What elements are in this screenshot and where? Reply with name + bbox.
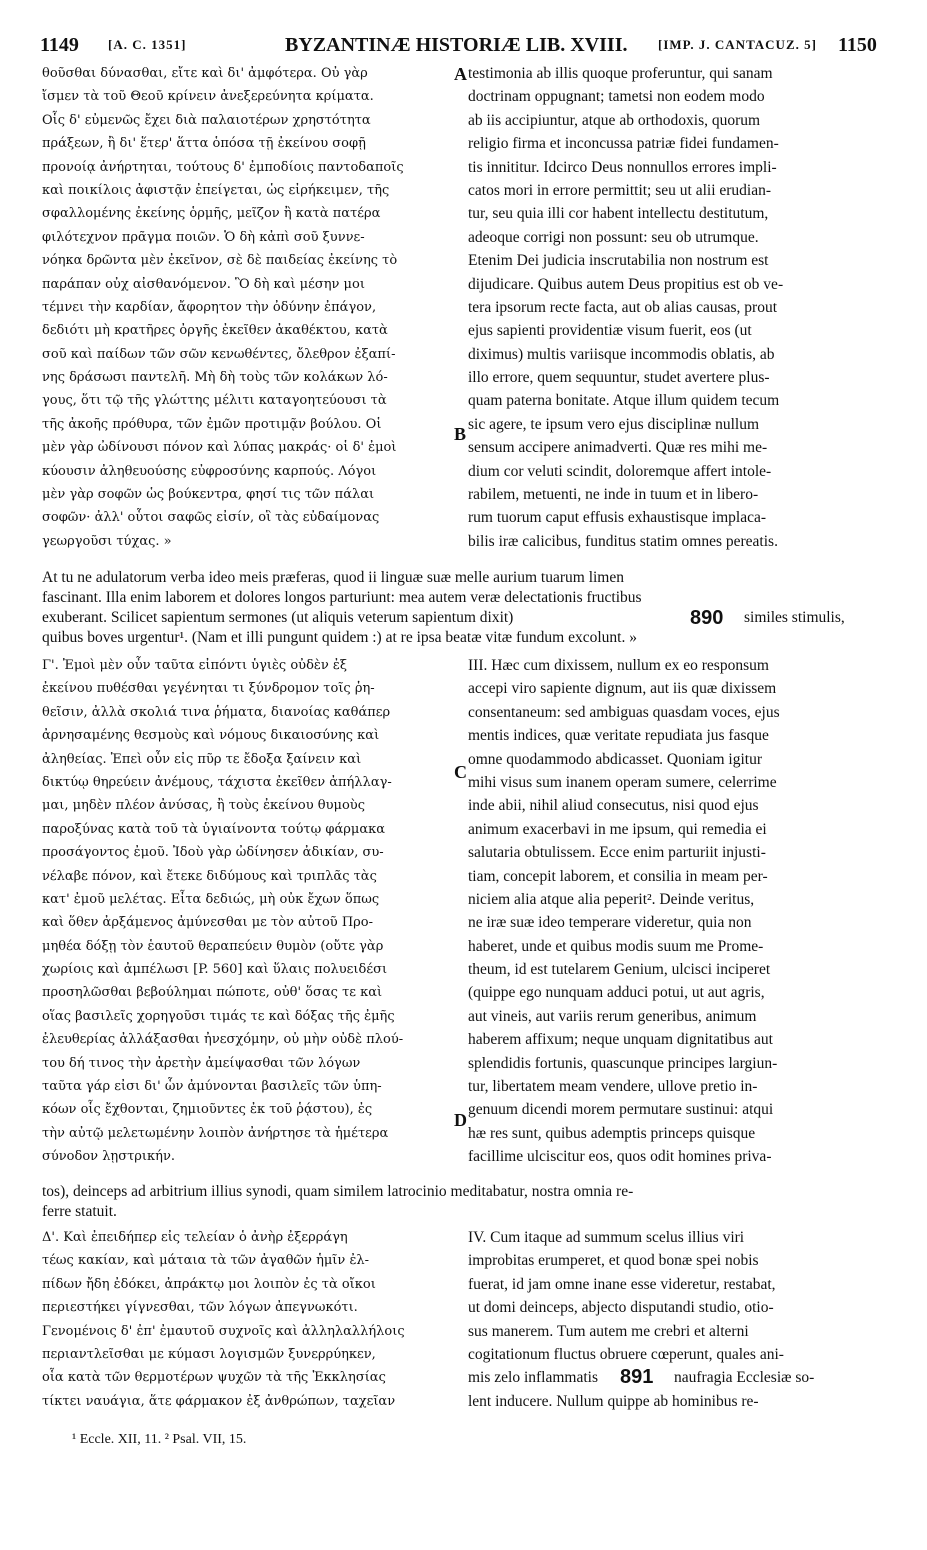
margin-letter-c: C — [454, 762, 467, 782]
greek-line: προσάγοντος ἐμοῦ. Ἰδοὺ γὰρ ὠδίνησεν ἀδικίαν, συ- — [42, 845, 384, 861]
latin-line: splendidis fortunis, quascunque principes largiun- — [468, 1054, 778, 1072]
greek-line: γους, ὅτι τῷ τῆς γλώττης μέλιτι καταγοητεύουσι τὰ — [42, 393, 387, 409]
greek-line: περιαντλεῖσθαι με κύμασι λογισμῶν ξυνερρύηκεν, — [42, 1346, 376, 1362]
greek-line: τέμνει τὴν καρδίαν, ἄφορητον τὴν ὀδύνην ἐπάγον, — [42, 299, 377, 315]
greek-line: ἐλευθερίας ἀλλάξασθαι ἠνεσχόμην, οὐ μὴν οὐδὲ πλού- — [42, 1032, 404, 1048]
latin-line: haberem affixum; neque unquam dignitatibus aut — [468, 1031, 773, 1049]
latin-line: facillime ulciscitur eos, quos odit homines priva- — [468, 1148, 772, 1166]
left-year-bracket: [A. C. 1351] — [108, 37, 187, 52]
page-marker-890: 890 — [690, 608, 724, 628]
latin-line: consentaneum: sed ambiguas quasdam voces, ejus — [468, 703, 780, 721]
margin-letter-d: D — [454, 1110, 467, 1130]
greek-line: του δή τινος τὴν ἀρετὴν ἀμείψασθαι τῶν λόγων — [42, 1055, 361, 1071]
page-marker-891: 891 — [620, 1366, 654, 1389]
greek-line: φιλότεχνον πρᾶγμα ποιῶν. Ὁ δὴ κἀπὶ σοῦ ξυννε- — [42, 229, 365, 245]
greek-line: σοφῶν· ἀλλ' οὗτοι σαφῶς εἰσίν, οἳ τὰς εὐδαίμονας — [42, 510, 380, 526]
latin-line: rabilem, metuenti, ne inde in tuum et in libero- — [468, 486, 759, 504]
greek-line: Γενομένοις δ' ἐπ' ἐμαυτοῦ συχνοῖς καὶ ἀλληλαλλήλοις — [42, 1323, 405, 1339]
greek-column-3 — [42, 1226, 462, 1413]
latin-line: testimonia ab illis quoque proferuntur, qui sanam — [468, 65, 773, 82]
full-line: fascinant. Illa enim laborem et dolores longos parturiunt: mea autem veræ delectationis fructibus — [42, 589, 642, 606]
greek-line: σφαλλομένης ἐκείνης ὁρμῆς, μεῖζον ἢ κατὰ πατέρα — [42, 206, 381, 222]
greek-line: πίδων ἤδη ἐδόκει, ἀπράκτῳ μοι λοιπὸν ἐς τὰ οἴκοι — [42, 1276, 376, 1292]
greek-line: Γ'. Ἐμοὶ μὲν οὖν ταῦτα εἰπόντι ὑγιὲς οὐδὲν ἐξ — [42, 658, 348, 673]
footnotes: ¹ Eccle. XII, 11. ² Psal. VII, 15. — [72, 1432, 247, 1447]
latin-column-2 — [468, 654, 878, 1169]
full-line-tail: similes stimulis, — [744, 609, 845, 626]
greek-column-2 — [42, 654, 462, 1169]
greek-line: μὲν γὰρ σοφῶν ὡς βούκεντρα, φησί τις τῶν πάλαι — [42, 487, 375, 503]
greek-line: παροξύνας κατὰ τοῦ τὰ ὑγιαίνοντα τούτῳ φάρμακα — [42, 821, 385, 837]
greek-line: Δ'. Καὶ ἐπειδήπερ εἰς τελείαν ὁ ἀνὴρ ἐξερράγη — [42, 1230, 348, 1245]
greek-line: καὶ ποικίλοις ἀφιστᾷν ἐπείγεται, ὡς εἰρήκειμεν, τῆς — [42, 182, 390, 198]
greek-line: μηθέα δόξῃ τὸν ἑαυτοῦ θεραπεύειν θυμὸν (οὔτε γὰρ — [42, 938, 384, 954]
latin-line: dium cor veluti scindit, doloremque affert intole- — [468, 462, 772, 480]
latin-line: bilis iræ calicibus, funditus statim omnes pereatis. — [468, 532, 778, 550]
greek-line: δεδιότι μὴ κρατῆρες ὀργῆς ἐκεῖθεν ἀκαθέκτου, κατὰ — [42, 323, 388, 339]
latin-line: sensum accipere animadverti. Quæ res mihi me- — [468, 439, 768, 457]
greek-column-1 — [42, 62, 462, 553]
greek-line: κόων οἷς ἔχθονται, ζημιοῦντες ἐκ τοῦ ῥᾴστου), ἐς — [42, 1102, 373, 1118]
latin-line: tis innititur. Idcirco Deus nonnullos errores impli- — [468, 158, 777, 176]
greek-line: τέως κακίαν, καὶ μάταια τὰ τῶν ἀγαθῶν ἡμῖν ἐλ- — [42, 1253, 370, 1269]
right-emperor-bracket: [IMP. J. CANTACUZ. 5] — [658, 37, 817, 52]
latin-line: IV. Cum itaque ad summum scelus illius viri — [468, 1229, 745, 1246]
latin-line: sic agere, te ipsum vero ejus disciplinæ nullum — [468, 415, 760, 433]
latin-line: ab iis accipiuntur, atque ab orthodoxis, quorum — [468, 111, 761, 129]
full-line: ferre statuit. — [42, 1203, 117, 1220]
latin-line: (quippe ego nunquam adduci potui, ut aut agris, — [468, 984, 765, 1002]
full-width-passage-2 — [42, 1182, 882, 1222]
latin-line: III. Hæc cum dixissem, nullum ex eo responsum — [468, 657, 769, 674]
greek-line: γεωργοῦσι τύχας. » — [42, 533, 172, 549]
latin-line: tur, seu quia illi cor habent intellectu destitutum, — [468, 205, 769, 223]
latin-line: ejus sapienti providentiæ visum fuerit, eos (ut — [468, 322, 752, 340]
latin-line: inde abii, nihil aliud consecutus, nisi quod ejus — [468, 797, 759, 815]
greek-line: καὶ ὅθεν ἀρξάμενος ἀμύνεσθαι με τὸν αὐτοῦ Προ- — [42, 915, 374, 931]
full-width-passage-1 — [42, 568, 882, 648]
latin-line: mentis indices, quæ veritate repudiata jus fasque — [468, 727, 769, 745]
greek-line: σύνοδον λῃστρικήν. — [42, 1149, 175, 1165]
latin-column-3 — [468, 1226, 878, 1413]
greek-line: προσηλῶσθαι βεβούλημαι πώποτε, οὐθ' ὅσας τε καὶ — [42, 985, 383, 1001]
latin-line: tiam, concepit laborem, et consilia in meam per- — [468, 867, 768, 885]
full-line: At tu ne adulatorum verba ideo meis præferas, quod ii linguæ suæ melle aurium tuarum limen — [42, 569, 624, 586]
greek-line: τῆς ἀκοῆς πρόθυρα, τῶν ἐμῶν προτιμᾷν βούλου. Οἱ — [42, 416, 382, 432]
greek-line: δικτύῳ θηρεύειν ἀνέμους, τάχιστα ἐκεῖθεν ἀπήλλαγ- — [42, 774, 392, 790]
greek-line: μαι, μηδὲν πλέον ἀνύσας, ἢ τοὺς ἐκείνου θυμοὺς — [42, 798, 365, 814]
latin-line: tur, libertatem meam vendere, ullove pretio in- — [468, 1078, 758, 1096]
greek-line: ἀληθείας. Ἐπεὶ οὖν εἰς πῦρ τε ἔδοξα ξαίνειν καὶ — [42, 751, 362, 767]
greek-line: ταῦτα γάρ εἰσι δι' ὧν ἀμύνονται βασιλεῖς τῶν ὑπη- — [42, 1079, 382, 1095]
greek-line: παράπαν οὐχ αἰσθανόμενον. Ὃ δὴ καὶ μέσην μοι — [42, 276, 365, 292]
greek-line: τὴν αὐτῷ μελετωμένην λοιπὸν ἀνήρτησε τὰ ἡμέτερα — [42, 1125, 389, 1141]
latin-line: tera ipsorum recte facta, aut ob alias causas, prout — [468, 298, 778, 316]
greek-line: θεῖσιν, ἀλλὰ σκολιά τινα ῥήματα, διανοίας καθάπερ — [42, 704, 391, 720]
greek-line: πράξεων, ἢ δι' ἕτερ' ἅττα ὁπόσα τῇ ἐκείνου σοφῇ — [42, 136, 366, 152]
latin-line: rum tuorum caput effusis exhaustisque implaca- — [468, 509, 767, 527]
latin-line: theum, id est tutelarem Genium, ulcisci inciperet — [468, 961, 771, 979]
latin-line-with-mark — [468, 1366, 878, 1389]
latin-line: animum exacerbavi in me ipsum, qui remedia ei — [468, 820, 767, 838]
greek-line: Οἷς δ' εὐμενῶς ἔχει διὰ παλαιοτέρων χρηστότητα — [42, 112, 371, 128]
greek-line: μὲν γὰρ ὠδίνουσι πόνον καὶ λύπας μακράς· οἱ δ' ἐμοὶ — [42, 440, 397, 456]
greek-line: χωρίοις καὶ ἀμπέλωσι [P. 560] καὶ ὕλαις πολυειδέσι — [42, 962, 388, 978]
latin-line: Etenim Dei judicia inscrutabilia non nostrum est — [468, 252, 769, 270]
latin-line: doctrinam oppugnant; tametsi non eodem modo — [468, 88, 765, 106]
greek-line: θοῦσθαι δύνασθαι, εἴτε καὶ δι' ἀμφότερα. Οὐ γὰρ — [42, 66, 368, 81]
greek-line: νόηκα δρῶντα μὲν ἐκεῖνον, σὲ δὲ παιδείας ἐκείνης τὸ — [42, 253, 398, 269]
left-page-number: 1149 — [40, 34, 79, 56]
latin-line: lent inducere. Nullum quippe ab hominibus re- — [468, 1392, 759, 1410]
latin-line: genuum dicendi morem permutare sustinui: atqui — [468, 1101, 774, 1119]
latin-line: salutaria obtulissem. Ecce enim parturiit injusti- — [468, 844, 766, 862]
greek-line: τίκτει ναυάγια, ἅτε φάρμακον ἐξ ἀνθρώπων, ταχεῖαν — [42, 1393, 396, 1409]
full-line: tos), deinceps ad arbitrium illius synodi, quam similem latrocinio meditabatur, nostra omnia re- — [42, 1183, 634, 1200]
latin-line: catos mori in errore permittit; seu ut alii erudian- — [468, 181, 772, 199]
latin-line-tail: naufragia Ecclesiæ so- — [674, 1369, 815, 1387]
latin-line: ne iræ suæ ideo temperare videretur, quia non — [468, 914, 752, 932]
greek-line: περιεστήκει γίγνεσθαι, τῶν λόγων ἀπεγνωκότι. — [42, 1300, 358, 1316]
latin-line: accepi viro sapiente dignum, aut iis quæ dixissem — [468, 680, 777, 698]
running-header — [40, 34, 880, 60]
greek-line: νέλαβε πόνον, καὶ ἔτεκε διδύμους καὶ τριπλᾶς τὰς — [42, 868, 377, 884]
latin-line: religio firma et inconcussa patriæ fidei fundamen- — [468, 135, 779, 153]
full-line: quibus boves urgentur¹. (Nam et illi pungunt quidem :) at re ipsa beatæ vitæ fundum excolunt. » — [42, 629, 637, 646]
greek-line: οἵας βασιλεῖς χορηγοῦσι τιμάς τε καὶ δόξας τῆς ἐμῆς — [42, 1008, 395, 1024]
right-page-number: 1150 — [838, 34, 877, 56]
latin-line: adeoque corrigi non possunt: seu ob utrumque. — [468, 228, 759, 246]
latin-line: omne quodammodo abdicasset. Quoniam igitur — [468, 750, 763, 768]
latin-line: improbitas erumperet, et quod bonæ spei nobis — [468, 1252, 759, 1270]
margin-letter-a: A — [454, 64, 467, 84]
greek-line: κατ' ἐμοῦ μελέτας. Εἶτα δεδιώς, μὴ οὐκ ἔχων ὅπως — [42, 891, 380, 907]
greek-line: ἀρνησαμένης θεσμοὺς καὶ νόμους δικαιοσύνης καὶ — [42, 728, 380, 744]
latin-line-text: mis zelo inflammatis — [468, 1369, 599, 1387]
latin-line: ut domi deinceps, abjecto disputandi studio, otio- — [468, 1299, 774, 1317]
latin-line: illo errore, quem sequuntur, studet avertere plus- — [468, 369, 770, 387]
latin-line: aut vineis, aut variis rerum generibus, animum — [468, 1007, 757, 1025]
greek-line: προνοίᾳ ἀνήρτηται, τούτους δ' ἐμποδίοις παντοδαποῖς — [42, 159, 404, 175]
latin-line: dijudicare. Quibus autem Deus propitius est ob ve- — [468, 275, 784, 293]
latin-line: haberet, unde et quibus modis suum me Prome- — [468, 937, 764, 955]
full-line-with-mark — [42, 608, 882, 628]
greek-line: σοῦ καὶ παίδων τῶν σῶν κενωθέντες, ὄλεθρον ἐξαπί- — [42, 346, 396, 362]
greek-line: ἴσμεν τὰ τοῦ Θεοῦ κρίνειν ἀνεξερεύνητα κρίματα. — [42, 89, 374, 105]
latin-line: mihi visus sum inanem operam sumere, celerrime — [468, 773, 777, 791]
latin-line: diximus) multis variisque incommodis oblatis, ab — [468, 345, 775, 363]
greek-line: οἷα κατὰ τῶν θερμοτέρων ψυχῶν τὰ τῆς Ἐκκλησίας — [42, 1370, 386, 1386]
latin-line: niciem alia atque alia peperit². Deinde veritus, — [468, 890, 755, 908]
greek-line: κύουσιν ἀληθευούσης εὐφροσύνης καρπούς. Λόγοι — [42, 463, 377, 479]
latin-line: cogitationum fluctus obruere cœperunt, quales ani- — [468, 1345, 784, 1363]
greek-line: νης δράσωσι παντελῆ. Μὴ δὴ τοὺς τῶν κολάκων λό- — [42, 370, 388, 386]
greek-line: ἐκείνου πυθέσθαι γεγένηται τι ξύνδρομον τοῖς ῥη- — [42, 681, 375, 697]
margin-letter-b: B — [454, 424, 467, 444]
latin-line: sus manerem. Tum autem me crebri et alterni — [468, 1322, 749, 1340]
latin-column-1 — [468, 62, 878, 553]
running-title: BYZANTINÆ HISTORIÆ LIB. XVIII. — [285, 34, 628, 56]
full-line-text: exuberant. Scilicet sapientum sermones (ut aliquis veterum sapientum dixit) — [42, 609, 514, 626]
latin-line: fuerat, id jam omne inane esse videretur, restabat, — [468, 1275, 776, 1293]
latin-line: quam paterna bonitate. Atque illum quidem tecum — [468, 392, 780, 410]
latin-line: hæ res sunt, quibus ademptis princeps quisque — [468, 1124, 756, 1142]
